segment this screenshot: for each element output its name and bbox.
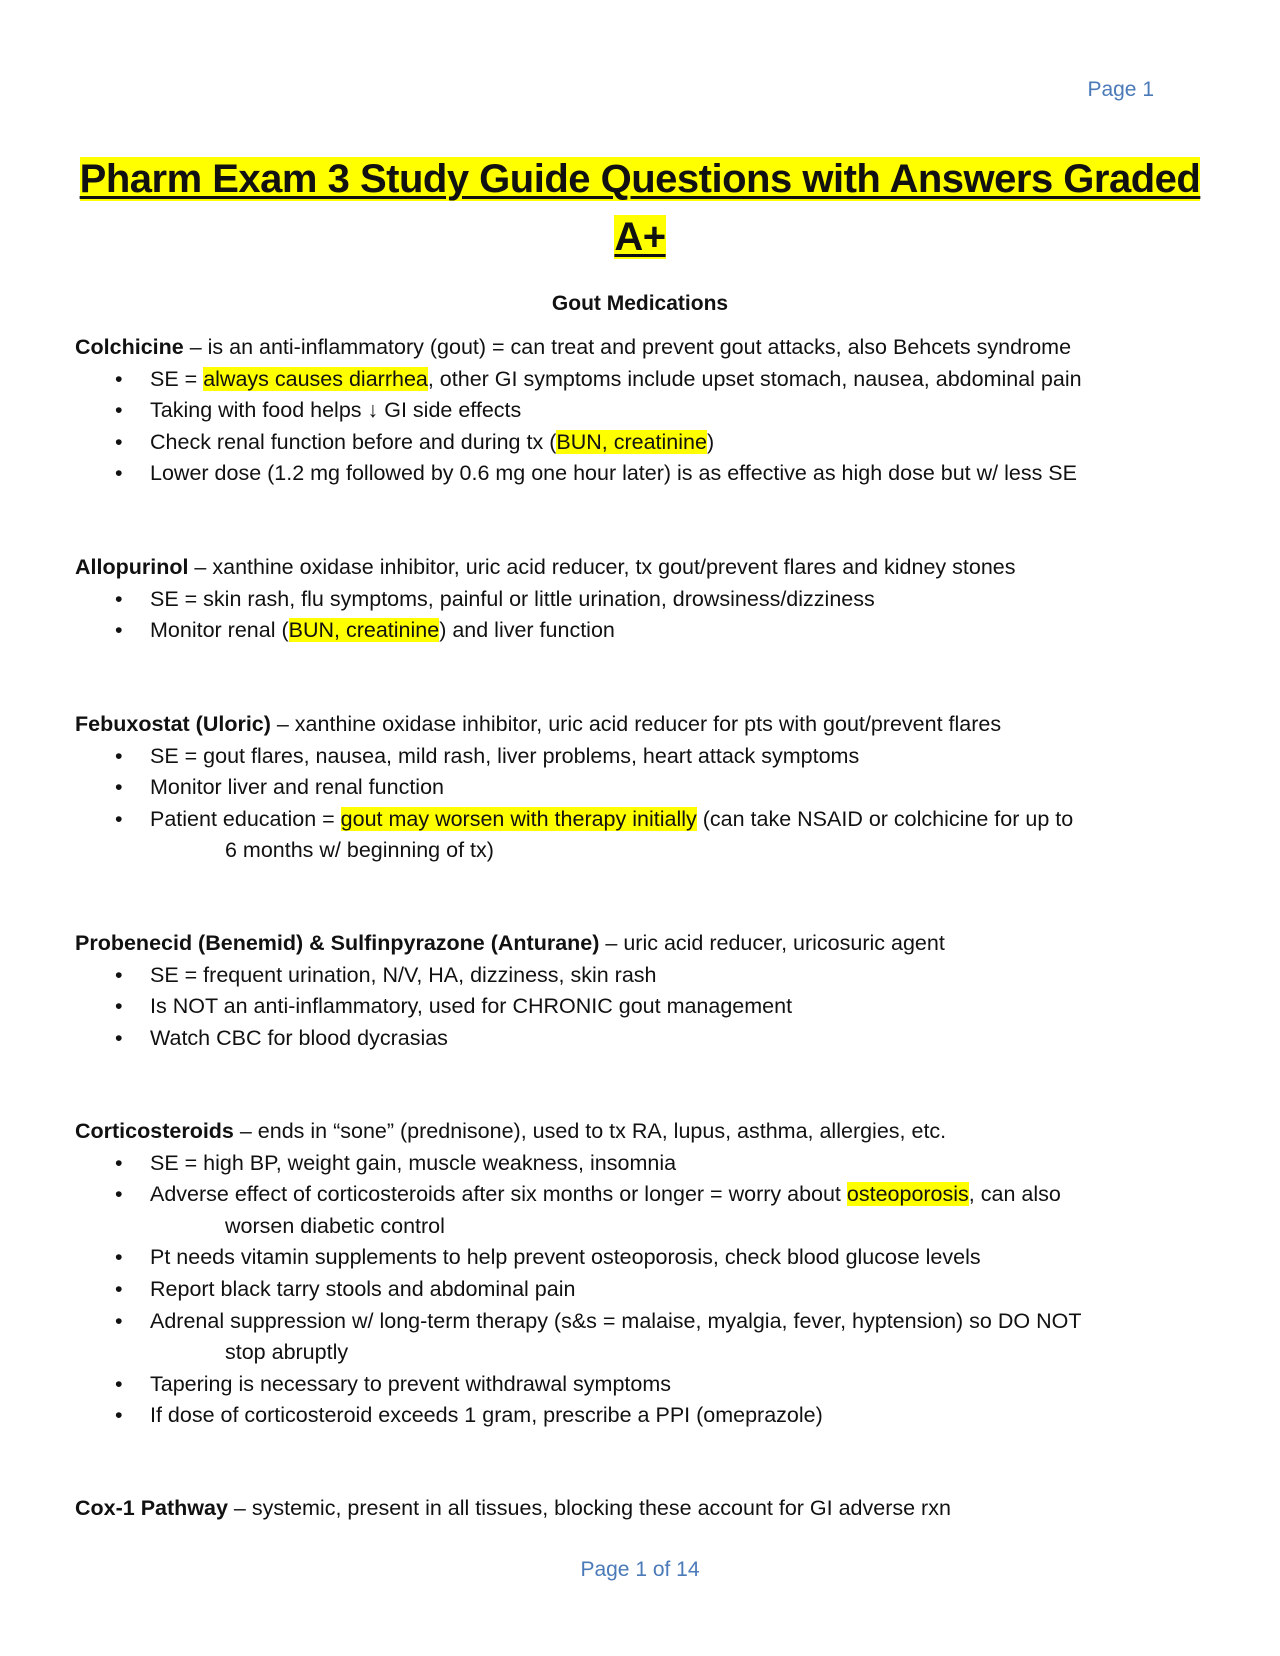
section-heading: Gout Medications bbox=[551, 292, 729, 315]
term-name: Cox-1 Pathway bbox=[75, 1496, 228, 1520]
title-line-2: A+ bbox=[614, 215, 666, 259]
bullet-text: Lower dose (1.2 mg followed by 0.6 mg one hour later) is as effective as high dose but w/ less SE bbox=[150, 461, 1077, 486]
bullet-text: (can take NSAID or colchicine for up to bbox=[696, 806, 1074, 831]
list-item bbox=[75, 584, 1175, 616]
allopurinol-section bbox=[75, 552, 1175, 647]
highlighted-text: gout may worsen with therapy initially bbox=[340, 806, 697, 831]
bullet-continuation: 6 months w/ beginning of tx) bbox=[225, 838, 494, 863]
bullet-text: , other GI symptoms include upset stomach, nausea, abdominal pain bbox=[427, 366, 1082, 391]
probenecid-bullets bbox=[75, 960, 1175, 1055]
drug-name: Colchicine bbox=[75, 335, 184, 359]
list-item bbox=[75, 1306, 1175, 1369]
drug-description: – is an anti-inflammatory (gout) = can treat and prevent gout attacks, also Behcets syndrome bbox=[183, 335, 1072, 359]
bullet-text: Monitor renal ( bbox=[150, 618, 289, 643]
bullet-text: Is NOT an anti-inflammatory, used for CHRONIC gout management bbox=[150, 994, 793, 1019]
bullet-text: Report black tarry stools and abdominal pain bbox=[150, 1276, 576, 1301]
allopurinol-bullets bbox=[75, 584, 1175, 647]
allopurinol-lead bbox=[75, 552, 1175, 584]
febuxostat-lead bbox=[75, 709, 1175, 741]
highlighted-text: BUN, creatinine bbox=[556, 429, 707, 454]
drug-description: – ends in “sone” (prednisone), used to tx RA, lupus, asthma, allergies, etc. bbox=[233, 1119, 947, 1143]
colchicine-section bbox=[75, 332, 1175, 490]
bullet-text: Pt needs vitamin supplements to help prevent osteoporosis, check blood glucose levels bbox=[150, 1245, 981, 1270]
bullet-text: Tapering is necessary to prevent withdrawal symptoms bbox=[150, 1371, 671, 1396]
list-item bbox=[75, 772, 1175, 804]
list-item bbox=[75, 458, 1175, 490]
probenecid-section bbox=[75, 928, 1175, 1054]
bullet-text: Monitor liver and renal function bbox=[150, 775, 444, 800]
bullet-continuation: stop abruptly bbox=[225, 1340, 349, 1365]
drug-description: – xanthine oxidase inhibitor, uric acid reducer, tx gout/prevent flares and kidney stones bbox=[188, 555, 1016, 579]
term-description: – systemic, present in all tissues, blocking these account for GI adverse rxn bbox=[227, 1496, 951, 1520]
drug-name: Probenecid (Benemid) & Sulfinpyrazone (Anturane) bbox=[75, 931, 600, 955]
bullet-text: SE = frequent urination, N/V, HA, dizziness, skin rash bbox=[150, 962, 657, 987]
drug-description: – uric acid reducer, uricosuric agent bbox=[599, 931, 945, 955]
bullet-text: Adrenal suppression w/ long-term therapy (s&s = malaise, myalgia, fever, hyptension) so DO NOT bbox=[150, 1308, 1082, 1333]
title-line-1: Pharm Exam 3 Study Guide Questions with Answers Graded bbox=[79, 157, 1201, 201]
list-item bbox=[75, 960, 1175, 992]
probenecid-lead bbox=[75, 928, 1175, 960]
document-title bbox=[60, 150, 1220, 266]
bullet-text: Check renal function before and during tx ( bbox=[150, 429, 557, 454]
bullet-text: ) bbox=[706, 429, 715, 454]
bullet-text: Patient education = bbox=[150, 806, 341, 831]
drug-name: Allopurinol bbox=[75, 555, 189, 579]
bullet-text: SE = high BP, weight gain, muscle weakness, insomnia bbox=[150, 1150, 677, 1175]
list-item bbox=[75, 427, 1175, 459]
bullet-text: Taking with food helps ↓ GI side effects bbox=[150, 398, 522, 423]
febuxostat-bullets bbox=[75, 741, 1175, 867]
footer-page-number: Page 1 of 14 bbox=[580, 1558, 700, 1581]
cox1-section bbox=[75, 1493, 1175, 1525]
drug-name: Febuxostat (Uloric) bbox=[75, 712, 271, 736]
list-item bbox=[75, 1148, 1175, 1180]
list-item bbox=[75, 1274, 1175, 1306]
corticosteroids-bullets bbox=[75, 1148, 1175, 1432]
drug-description: – xanthine oxidase inhibitor, uric acid reducer for pts with gout/prevent flares bbox=[270, 712, 1002, 736]
corticosteroids-section bbox=[75, 1116, 1175, 1432]
list-item bbox=[75, 804, 1175, 867]
corticosteroids-lead bbox=[75, 1116, 1175, 1148]
list-item bbox=[75, 1369, 1175, 1401]
list-item bbox=[75, 741, 1175, 773]
list-item bbox=[75, 395, 1175, 427]
bullet-continuation: worsen diabetic control bbox=[225, 1213, 445, 1238]
bullet-text: SE = gout flares, nausea, mild rash, liver problems, heart attack symptoms bbox=[150, 743, 860, 768]
list-item bbox=[75, 991, 1175, 1023]
bullet-text: , can also bbox=[968, 1182, 1061, 1207]
list-item bbox=[75, 615, 1175, 647]
bullet-text: Adverse effect of corticosteroids after six months or longer = worry about bbox=[150, 1182, 847, 1207]
bullet-text: SE = bbox=[150, 366, 204, 391]
bullet-text: SE = skin rash, flu symptoms, painful or little urination, drowsiness/dizziness bbox=[150, 586, 875, 611]
highlighted-text: always causes diarrhea bbox=[203, 366, 428, 391]
highlighted-text: BUN, creatinine bbox=[288, 618, 440, 643]
list-item bbox=[75, 1400, 1175, 1432]
list-item bbox=[75, 1023, 1175, 1055]
list-item bbox=[75, 1179, 1175, 1242]
highlighted-text: osteoporosis bbox=[846, 1182, 969, 1207]
colchicine-lead bbox=[75, 332, 1175, 364]
bullet-text: If dose of corticosteroid exceeds 1 gram, prescribe a PPI (omeprazole) bbox=[150, 1403, 823, 1428]
bullet-text: Watch CBC for blood dycrasias bbox=[150, 1025, 448, 1050]
header-page-number: Page 1 bbox=[1087, 78, 1154, 101]
bullet-text: ) and liver function bbox=[439, 618, 615, 643]
drug-name: Corticosteroids bbox=[75, 1119, 234, 1143]
colchicine-bullets bbox=[75, 364, 1175, 490]
cox1-lead bbox=[75, 1493, 1175, 1525]
list-item bbox=[75, 364, 1175, 396]
febuxostat-section bbox=[75, 709, 1175, 867]
list-item bbox=[75, 1242, 1175, 1274]
